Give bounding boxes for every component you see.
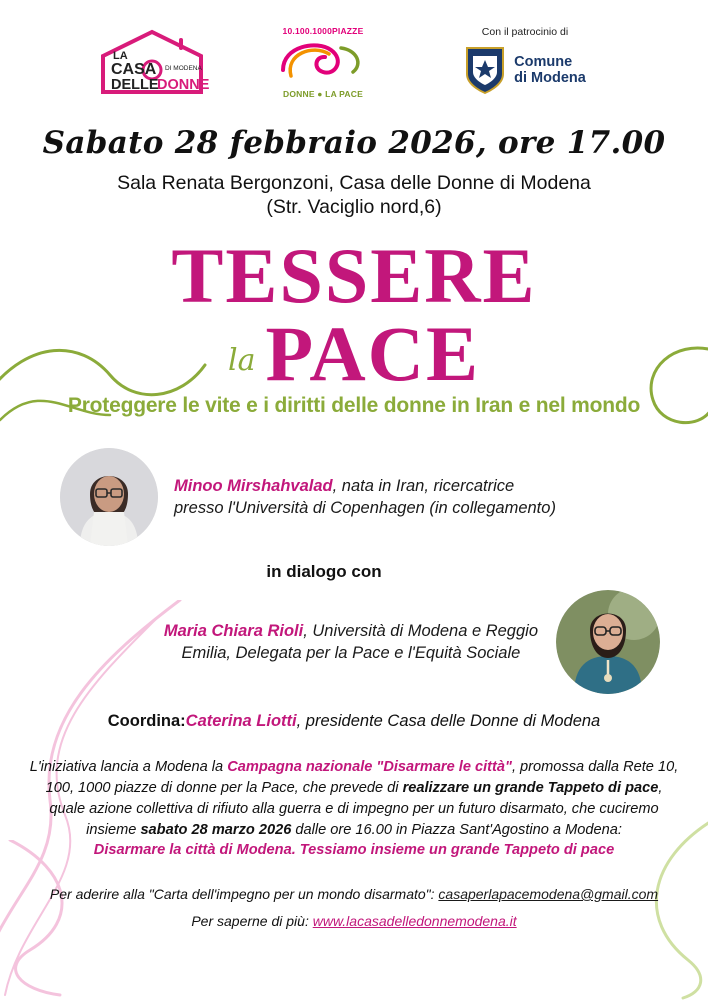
poster-title bbox=[0, 231, 708, 397]
logo-piazze-bottom-text: DONNE ● LA PACE bbox=[283, 89, 363, 99]
speaker-photo-maria-chiara bbox=[556, 590, 660, 694]
speaker-1-role-line1: , nata in Iran, ricercatrice bbox=[332, 477, 515, 496]
speaker-2-role-line2: Emilia, Delegata per la Pace e l'Equità Sociale bbox=[181, 644, 521, 663]
speaker-2-name: Maria Chiara Rioli bbox=[163, 622, 304, 641]
spiral-icon bbox=[277, 38, 369, 82]
coordinator-label: Coordina: bbox=[107, 712, 186, 731]
footer-line-2-text: Per saperne di più: bbox=[191, 912, 313, 929]
svg-text:CASA: CASA bbox=[111, 61, 157, 78]
campaign-slogan: Disarmare la città di Modena. Tessiamo insieme un grande Tappeto di pace bbox=[93, 842, 615, 859]
logo-comune-di-modena bbox=[435, 26, 615, 96]
campaign-paragraph bbox=[26, 757, 682, 861]
speaker-2-text bbox=[164, 620, 538, 665]
speaker-photo-minoo bbox=[60, 448, 158, 546]
paragraph-part-5: cuciremo insieme bbox=[86, 800, 659, 838]
event-venue bbox=[0, 172, 708, 220]
contact-email-link[interactable]: casaperlapacemodena@gmail.com bbox=[438, 886, 659, 903]
speaker-1-role-line2: presso l'Università di Copenhagen (in collegamento) bbox=[174, 499, 556, 518]
svg-text:DONNE: DONNE bbox=[157, 77, 210, 93]
in-dialogo-con-label: in dialogo con bbox=[266, 562, 382, 582]
comune-name-line2: di Modena bbox=[514, 70, 586, 86]
speaker-1-text bbox=[174, 475, 556, 520]
footer-contacts bbox=[0, 881, 708, 934]
poster-subtitle: Proteggere le vite e i diritti delle donne in Iran e nel mondo bbox=[67, 394, 641, 418]
coordinator-line bbox=[0, 712, 708, 731]
logo-10-100-1000-piazze bbox=[259, 26, 387, 99]
patronage-label: Con il patrocinio di bbox=[481, 26, 569, 38]
title-word-tessere: TESSERE bbox=[171, 231, 537, 319]
paragraph-part-3: 10, 100, 1000 piazze di donne per la Pace, che prevede di bbox=[45, 759, 679, 797]
modena-coat-of-arms-icon bbox=[464, 44, 506, 96]
paragraph-campaign-name: Campagna nazionale "Disarmare le città" bbox=[227, 759, 512, 776]
venue-line-1: Sala Renata Bergonzoni, Casa delle Donne di Modena bbox=[117, 172, 591, 194]
speaker-block-2 bbox=[0, 590, 660, 694]
title-word-pace: PACE bbox=[265, 310, 481, 397]
paragraph-part-1: L'iniziativa lancia a Modena la bbox=[29, 759, 228, 776]
logo-piazze-top-text: 10.100.1000PIAZZE bbox=[282, 26, 364, 36]
logo-casa-delle-donne bbox=[93, 26, 211, 98]
coordinator-name: Caterina Liotti bbox=[185, 712, 297, 731]
venue-line-2: (Str. Vaciglio nord,6) bbox=[266, 195, 442, 218]
svg-text:LA: LA bbox=[113, 50, 128, 62]
title-word-la: la bbox=[227, 343, 256, 379]
paragraph-bold-date: sabato 28 marzo 2026 bbox=[140, 821, 292, 838]
paragraph-part-4: , quale azione collettiva di rifiuto alla guerra e di impegno per un futuro disarmato, che bbox=[49, 780, 663, 817]
footer-line-2 bbox=[0, 908, 708, 935]
footer-line-1-text: Per aderire alla "Carta dell'impegno per un mondo disarmato": bbox=[49, 886, 439, 903]
paragraph-bold-1: realizzare un grande Tappeto di bbox=[402, 780, 622, 797]
footer-line-1 bbox=[0, 881, 708, 908]
header-logos bbox=[0, 0, 708, 99]
speaker-block-1 bbox=[60, 448, 708, 546]
website-link[interactable]: www.lacasadelledonnemodena.it bbox=[312, 912, 517, 929]
comune-name-line1: Comune bbox=[514, 53, 573, 70]
speaker-2-role-line1: , Università di Modena e Reggio bbox=[303, 622, 538, 641]
svg-text:DI MODENA: DI MODENA bbox=[165, 65, 202, 72]
event-date: Sabato 28 febbraio 2026, ore 17.00 bbox=[42, 125, 666, 161]
paragraph-part-2: , promossa dalla Rete bbox=[511, 759, 654, 776]
house-icon bbox=[93, 26, 211, 98]
paragraph-bold-2: pace bbox=[625, 780, 659, 797]
svg-text:DELLE: DELLE bbox=[111, 77, 159, 93]
speaker-1-name: Minoo Mirshahvalad bbox=[174, 477, 333, 496]
paragraph-part-6: dalle ore 16.00 in Piazza Sant'Agostino a Modena: bbox=[291, 821, 622, 838]
coordinator-role: , presidente Casa delle Donne di Modena bbox=[296, 712, 601, 731]
